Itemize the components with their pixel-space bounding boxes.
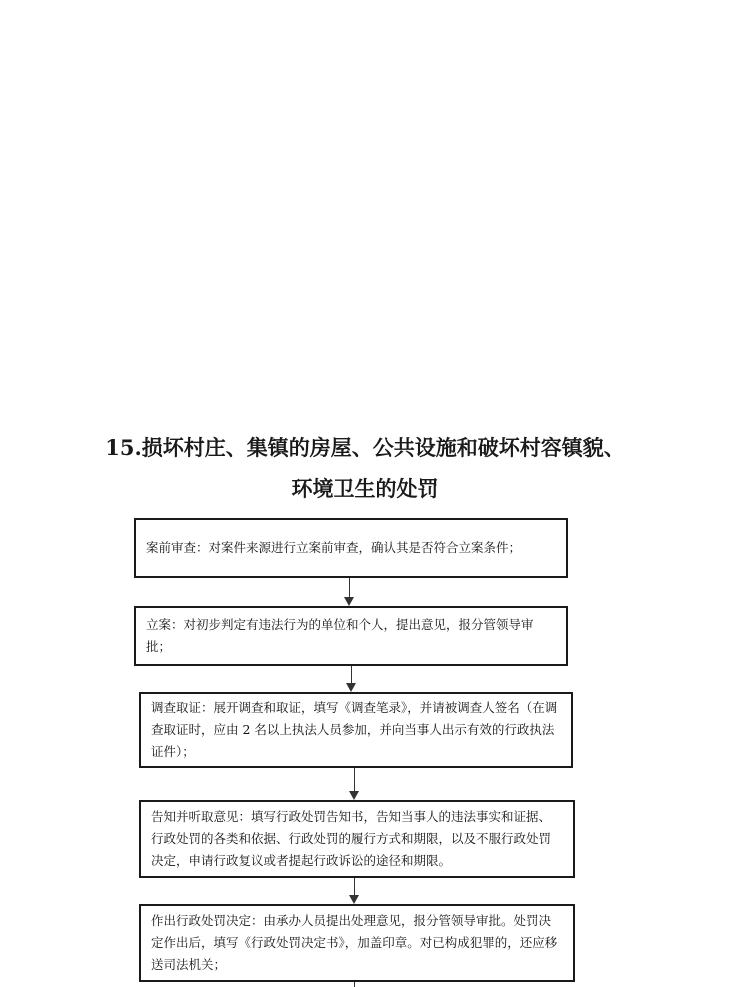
step-penalty-decision-text: 作出行政处罚决定：由承办人员提出处理意见，报分管领导审批。处罚决定作出后，填写《行政处罚决定书》，加盖印章。对已构成犯罪的，还应移送司法机关； (151, 913, 558, 972)
step-investigation-text: 调查取证：展开调查和取证，填写《调查笔录》，并请被调查人签名（在调查取证时，应由 2 名以上执法人员参加，并向当事人出示有效的行政执法证件）； (151, 700, 558, 759)
arrow-5 (348, 982, 360, 987)
step-pre-filing-review (134, 518, 568, 578)
step-filing-text: 立案：对初步判定有违法行为的单位和个人，提出意见，报分管领导审批； (146, 617, 534, 654)
arrow-2 (345, 666, 357, 692)
arrow-3 (348, 768, 360, 800)
flowchart-title-line-2: 环境卫生的处罚 (291, 476, 439, 501)
arrow-4 (348, 878, 360, 904)
step-notify-and-hear (139, 800, 575, 878)
flowchart-title-line-1: 15.损坏村庄、集镇的房屋、公共设施和破坏村容镇貌、 (105, 435, 625, 460)
step-pre-filing-review-text: 案前审查：对案件来源进行立案前审查，确认其是否符合立案条件； (146, 540, 522, 555)
step-notify-and-hear-text: 告知并听取意见：填写行政处罚告知书，告知当事人的违法事实和证据、行政处罚的各类和依据、行政处罚的履行方式和期限，以及不服行政处罚决定，申请行政复议或者提起行政诉讼的途径和期限。 (151, 809, 552, 868)
step-filing (134, 606, 568, 666)
arrow-1 (343, 578, 355, 606)
step-investigation (139, 692, 573, 768)
step-penalty-decision (139, 904, 575, 982)
